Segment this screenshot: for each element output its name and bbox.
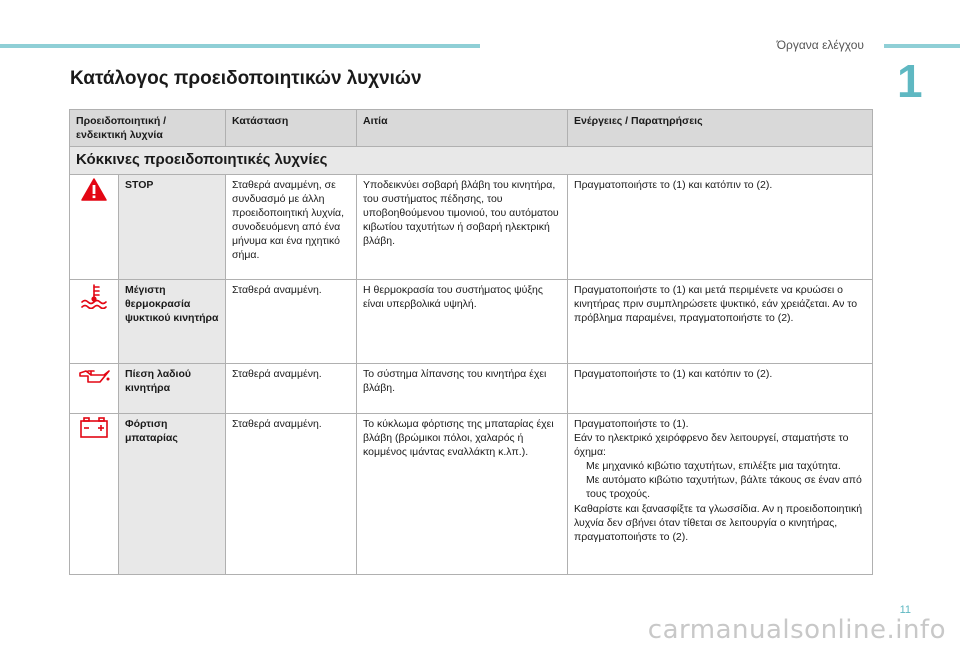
table-row [70, 413, 873, 574]
lamp-action: Πραγματοποιήστε το (1) και κατόπιν το (2). [568, 174, 873, 279]
lamp-icon-cell [70, 174, 119, 279]
lamp-cause: Υποδεικνύει σοβαρή βλάβη του κινητήρα, του συστήματος πέδησης, του υποβοηθούμενου τιμονιού, του αυτόματου κιβωτίου ταχυτήτων ή σοβαρή ηλεκτρική βλάβη. [357, 174, 568, 279]
warning-lamps-table [69, 109, 873, 575]
oil-pressure-icon [78, 367, 110, 385]
lamp-state: Σταθερά αναμμένη. [226, 413, 357, 574]
table-header-row [70, 110, 873, 147]
section-row [70, 147, 873, 174]
lamp-cause: Το σύστημα λίπανσης του κινητήρα έχει βλάβη. [357, 363, 568, 413]
header-accent-line [0, 44, 480, 48]
bullet-text: Με μηχανικό κιβώτιο ταχυτήτων, επιλέξτε μια ταχύτητα. [586, 460, 841, 473]
coolant-temperature-icon [79, 283, 109, 309]
action-intro: Πραγματοποιήστε το (1). [574, 417, 689, 430]
header-lamp: Προειδοποιητική / ενδεικτική λυχνία [70, 110, 226, 147]
lamp-state: Σταθερά αναμμένη. [226, 363, 357, 413]
lamp-state: Σταθερά αναμμένη, σε συνδυασμό με άλλη προειδοποιητική λυχνία, συνοδευόμενη από ένα μήνυμα και ένα ηχητικό σήμα. [226, 174, 357, 279]
lamp-state: Σταθερά αναμμένη. [226, 279, 357, 363]
section-label: Κόκκινες προειδοποιητικές λυχνίες [70, 147, 873, 174]
lamp-name: Πίεση λαδιού κινητήρα [119, 363, 226, 413]
action-condition: Εάν το ηλεκτρικό χειρόφρενο δεν λειτουργεί, σταματήστε το όχημα: [574, 431, 849, 458]
bullet-text: Με αυτόματο κιβώτιο ταχυτήτων, βάλτε τάκους σε έναν από τους τροχούς. [586, 474, 862, 501]
lamp-action [568, 413, 873, 574]
chapter-number: 1 [897, 55, 923, 107]
chapter-accent-line [884, 44, 960, 48]
lamp-action: Πραγματοποιήστε το (1) και κατόπιν το (2). [568, 363, 873, 413]
lamp-icon-cell [70, 413, 119, 574]
lamp-icon-cell [70, 279, 119, 363]
table-row [70, 279, 873, 363]
lamp-cause: Η θερμοκρασία του συστήματος ψύξης είναι υπερβολικά υψηλή. [357, 279, 568, 363]
lamp-name: Μέγιστη θερμοκρασία ψυκτικού κινητήρα [119, 279, 226, 363]
action-bullet [574, 473, 866, 501]
lamp-action: Πραγματοποιήστε το (1) και μετά περιμένετε να κρυώσει ο κινητήρας πριν συμπληρώσετε ψυκτικό, εάν χρειάζεται. Αν το πρόβλημα παραμένει, πραγματοποιήστε το (2). [568, 279, 873, 363]
header-action: Ενέργειες / Παρατηρήσεις [568, 110, 873, 147]
lamp-cause: Το κύκλωμα φόρτισης της μπαταρίας έχει βλάβη (βρώμικοι πόλοι, χαλαρός ή κομμένος ιμάντας εναλλάκτη κ.λπ.). [357, 413, 568, 574]
page-title: Κατάλογος προειδοποιητικών λυχνιών [70, 68, 422, 89]
action-outro: Καθαρίστε και ξανασφίξτε τα γλωσσίδια. Αν η προειδοποιητική λυχνία δεν σβήνει όταν τίθεται σε λειτουργία ο κινητήρας, πραγματοποιήστε το (2). [574, 502, 863, 543]
page-number: 11 [899, 604, 911, 616]
action-bullet [574, 459, 866, 473]
warning-triangle-icon [81, 178, 107, 201]
lamp-icon-cell [70, 363, 119, 413]
section-title: Όργανα ελέγχου [776, 38, 864, 52]
battery-icon [79, 417, 109, 439]
table-row [70, 174, 873, 279]
header-state: Κατάσταση [226, 110, 357, 147]
watermark: carmanualsonline.info [647, 615, 946, 645]
header-cause: Αιτία [357, 110, 568, 147]
lamp-name: STOP [119, 174, 226, 279]
lamp-name: Φόρτιση μπαταρίας [119, 413, 226, 574]
table-row [70, 363, 873, 413]
